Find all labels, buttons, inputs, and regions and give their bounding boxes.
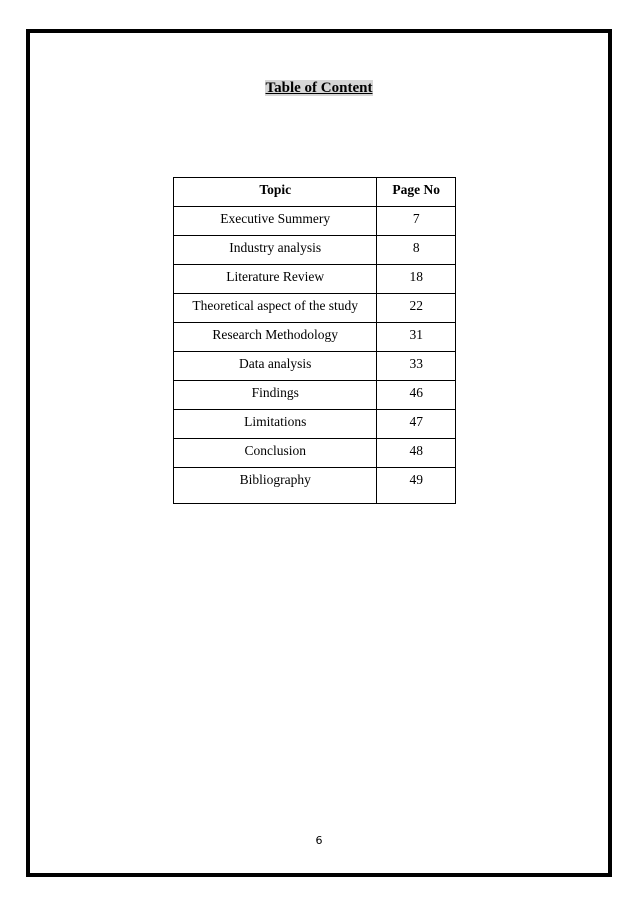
page-title — [0, 79, 638, 97]
toc-page: 48 — [377, 439, 456, 468]
toc-topic: Industry analysis — [174, 236, 377, 265]
toc-topic: Data analysis — [174, 352, 377, 381]
toc-topic: Bibliography — [174, 468, 377, 504]
table-row — [174, 468, 456, 504]
toc-topic: Executive Summery — [174, 207, 377, 236]
toc-page: 18 — [377, 265, 456, 294]
toc-topic: Research Methodology — [174, 323, 377, 352]
toc-header-row — [174, 178, 456, 207]
table-row — [174, 236, 456, 265]
page-title-text: Table of Content — [265, 80, 373, 96]
table-row — [174, 265, 456, 294]
table-row — [174, 323, 456, 352]
toc-topic: Limitations — [174, 410, 377, 439]
table-row — [174, 207, 456, 236]
toc-page: 49 — [377, 468, 456, 504]
toc-topic: Theoretical aspect of the study — [174, 294, 377, 323]
toc-page: 47 — [377, 410, 456, 439]
page-number: 6 — [315, 834, 323, 847]
toc-page: 33 — [377, 352, 456, 381]
toc-page: 46 — [377, 381, 456, 410]
toc-topic: Findings — [174, 381, 377, 410]
toc-table — [173, 177, 456, 504]
header-page-no: Page No — [377, 178, 456, 207]
table-row — [174, 381, 456, 410]
header-topic: Topic — [174, 178, 377, 207]
toc-topic: Literature Review — [174, 265, 377, 294]
toc-page: 7 — [377, 207, 456, 236]
toc-page: 8 — [377, 236, 456, 265]
table-row — [174, 352, 456, 381]
toc-topic: Conclusion — [174, 439, 377, 468]
table-row — [174, 410, 456, 439]
table-row — [174, 294, 456, 323]
toc-page: 31 — [377, 323, 456, 352]
table-row — [174, 439, 456, 468]
toc-page: 22 — [377, 294, 456, 323]
